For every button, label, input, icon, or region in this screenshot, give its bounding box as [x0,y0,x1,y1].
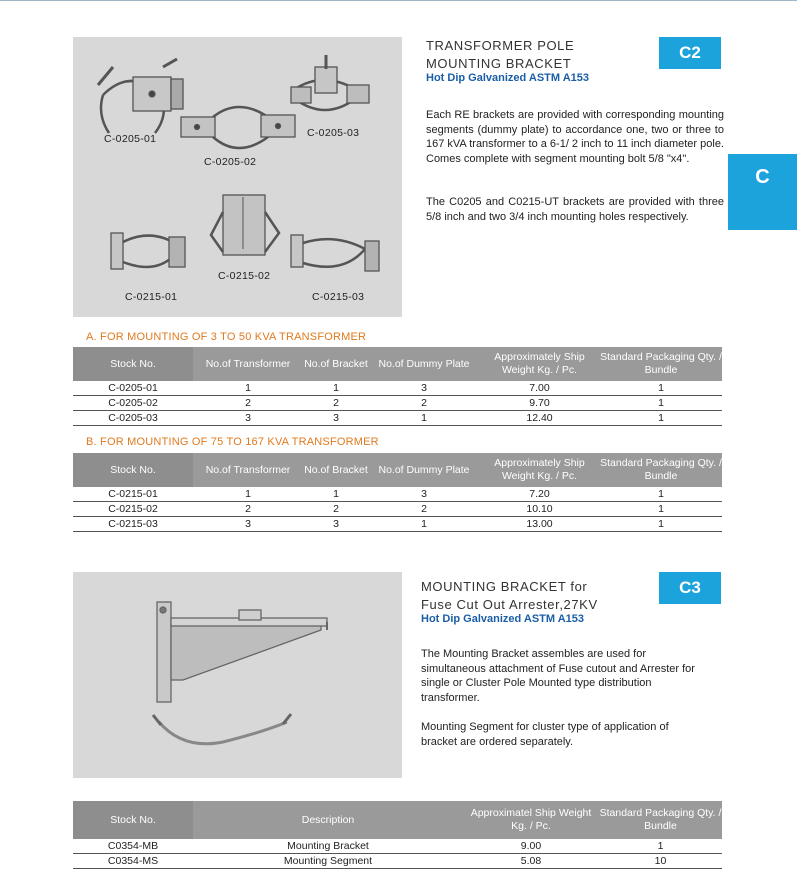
table-cell: 2 [303,396,369,411]
table-cell: 7.20 [479,487,600,502]
table-b-header: No.of Bracket [303,453,369,487]
table-cell: 2 [193,396,303,411]
table-row [73,411,722,426]
table-cell: 1 [600,411,722,426]
table-a-header: No.of Dummy Plate [369,347,479,381]
table-b-header: Standard Packaging Qty. / Bundle [600,453,722,487]
table-cell: 1 [303,381,369,396]
table-cell: 1 [599,839,722,854]
c2-subtitle: Hot Dip Galvanized ASTM A153 [426,72,589,84]
table-cell: 7.00 [479,381,600,396]
table-cell: 1 [303,487,369,502]
table-row [73,517,722,532]
table-row [73,396,722,411]
table-cell: C-0205-02 [73,396,193,411]
table-cell: 1 [600,381,722,396]
image-label-c0215-01: C-0215-01 [125,291,178,303]
table-b-header: No.of Dummy Plate [369,453,479,487]
table-a [73,347,722,426]
table-row [73,502,722,517]
table-c-header: Approximatel Ship Weight Kg. / Pc. [463,801,599,839]
c2-description: Each RE brackets are provided with corresponding mounting segments (dummy plate) to accordance one, two or three to 167 kVA transformer to a 6-1/ 2 inch to 11 inch diameter pole. Comes complete with segment mounting bolt 5/8 "x4". [426,109,724,165]
table-b-header: No.of Transformer [193,453,303,487]
table-cell: 1 [369,517,479,532]
table-cell: 9.70 [479,396,600,411]
table-cell: 2 [193,502,303,517]
c2-product-image [73,37,402,317]
table-cell: 3 [303,517,369,532]
table-cell: C0354-MB [73,839,193,854]
table-cell: 9.00 [463,839,599,854]
fuse-bracket-illustration [73,572,402,778]
table-a-header: Approximately Ship Weight Kg. / Pc. [479,347,600,381]
table-cell: 2 [369,396,479,411]
table-a-header: No.of Transformer [193,347,303,381]
table-a-heading: A. FOR MOUNTING OF 3 TO 50 KVA TRANSFORMER [86,331,367,343]
table-cell: 3 [193,517,303,532]
image-label-c0215-02: C-0215-02 [218,270,271,282]
table-row [73,839,722,854]
table-cell: C-0215-02 [73,502,193,517]
table-a-header: No.of Bracket [303,347,369,381]
table-cell: 10 [599,854,722,869]
table-cell: 1 [600,517,722,532]
c2-title-line2: MOUNTING BRACKET [426,56,572,71]
table-cell: Mounting Segment [193,854,463,869]
table-cell: 10.10 [479,502,600,517]
table-row [73,854,722,869]
table-cell: 12.40 [479,411,600,426]
c3-subtitle: Hot Dip Galvanized ASTM A153 [421,613,584,625]
table-cell: C0354-MS [73,854,193,869]
table-b-heading: B. FOR MOUNTING OF 75 TO 167 KVA TRANSFORMER [86,436,379,448]
c2-badge: C2 [659,37,721,69]
c3-title [421,578,598,614]
table-a-header: Standard Packaging Qty. / Bundle [600,347,722,381]
table-cell: Mounting Bracket [193,839,463,854]
c3-segment-note: Mounting Segment for cluster type of application of bracket are ordered separately. [421,721,669,748]
table-c-header-row [73,801,722,839]
table-cell: 2 [369,502,479,517]
c3-title-line2: Fuse Cut Out Arrester,27KV [421,597,598,612]
table-cell: C-0215-01 [73,487,193,502]
table-cell: C-0205-03 [73,411,193,426]
table-c-header: Description [193,801,463,839]
table-cell: 3 [369,487,479,502]
c3-product-image [73,572,402,778]
image-label-c0205-01: C-0205-01 [104,133,157,145]
table-b-header-row [73,453,722,487]
table-row [73,381,722,396]
table-a-header-row [73,347,722,381]
image-label-c0205-02: C-0205-02 [204,156,257,168]
c2-holes-note: The C0205 and C0215-UT brackets are provided with three 5/8 inch and two 3/4 inch mounting holes respectively. [426,196,724,223]
image-label-c0215-03: C-0215-03 [312,291,365,303]
c2-title-line1: TRANSFORMER POLE [426,38,575,53]
table-cell: 3 [193,411,303,426]
top-rule [0,0,797,1]
c3-badge: C3 [659,572,721,604]
table-cell: 5.08 [463,854,599,869]
c2-title [426,37,574,73]
table-cell: 2 [303,502,369,517]
table-cell: 1 [193,381,303,396]
section-c-tab: C [728,154,797,230]
table-cell: 3 [303,411,369,426]
image-label-c0205-03: C-0205-03 [307,127,360,139]
table-cell: 1 [600,487,722,502]
table-b [73,453,722,532]
table-cell: 1 [600,502,722,517]
table-a-header: Stock No. [73,347,193,381]
table-row [73,487,722,502]
table-cell: 1 [369,411,479,426]
c3-title-line1: MOUNTING BRACKET for [421,579,588,594]
table-cell: 1 [600,396,722,411]
table-cell: 13.00 [479,517,600,532]
table-c-header: Standard Packaging Qty. / Bundle [599,801,722,839]
table-cell: C-0215-03 [73,517,193,532]
table-cell: 1 [193,487,303,502]
c3-description: The Mounting Bracket assembles are used for simultaneous attachment of Fuse cutout and Arrester for single or Cluster Pole Mounted type distribution transformer. [421,648,695,704]
table-b-header: Stock No. [73,453,193,487]
table-c [73,801,722,869]
table-b-header: Approximately Ship Weight Kg. / Pc. [479,453,600,487]
table-c-header: Stock No. [73,801,193,839]
table-cell: 3 [369,381,479,396]
table-cell: C-0205-01 [73,381,193,396]
